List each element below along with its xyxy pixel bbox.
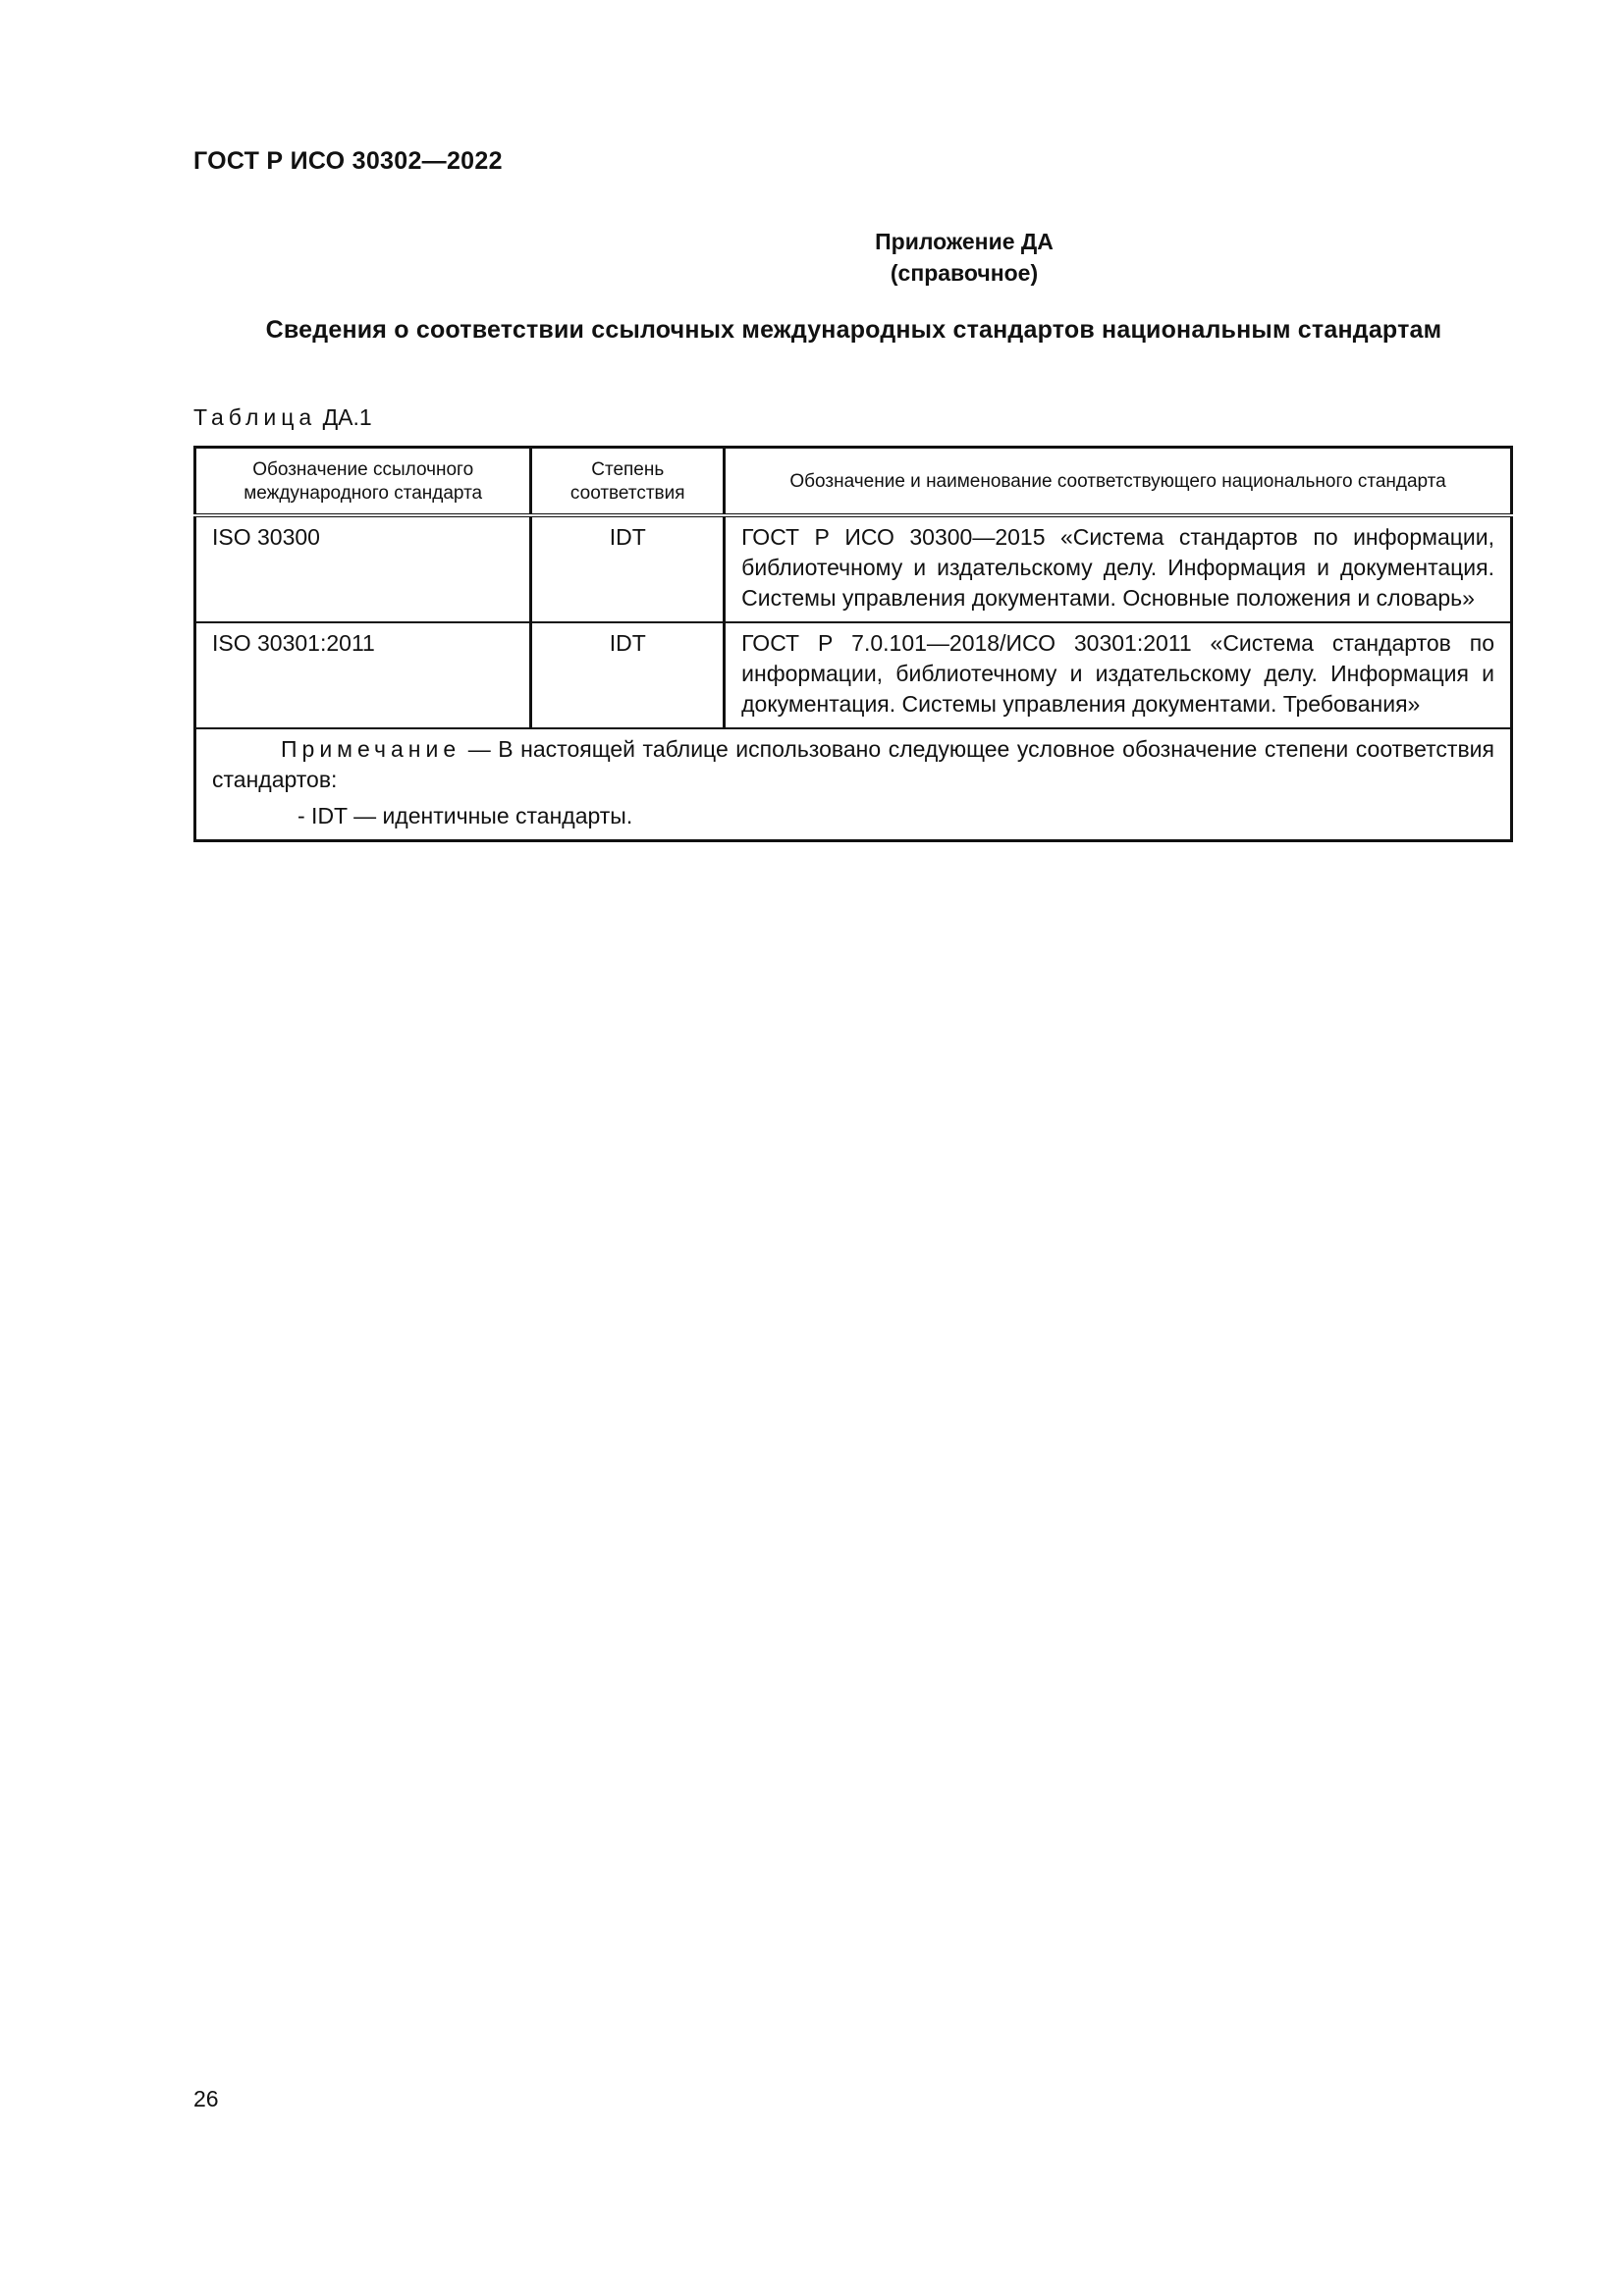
cell-international: ISO 30301:2011 xyxy=(195,622,531,728)
cell-national: ГОСТ Р 7.0.101—2018/ИСО 30301:2011 «Система стандартов по информации, библиотечному и издательскому делу. Информация и документация. Системы управления документами. Требования» xyxy=(725,622,1512,728)
table-caption-number: ДА.1 xyxy=(322,404,372,430)
table-note xyxy=(195,728,1512,841)
correspondence-table xyxy=(193,446,1513,842)
cell-degree: IDT xyxy=(531,515,725,622)
table-note-row xyxy=(195,728,1512,841)
document-header: ГОСТ Р ИСО 30302—2022 xyxy=(193,147,503,175)
table-header-row xyxy=(195,448,1512,516)
cell-national: ГОСТ Р ИСО 30300—2015 «Система стандартов по информации, библиотечному и издательскому делу. Информация и документация. Системы управления документами. Основные положения и словарь» xyxy=(725,515,1512,622)
table-caption-label: Таблица xyxy=(193,404,317,430)
note-list-item: - IDT — идентичные стандарты. xyxy=(298,803,633,828)
table-row xyxy=(195,515,1512,622)
note-text-block xyxy=(212,734,1494,795)
annex-heading xyxy=(0,226,1624,289)
table-row xyxy=(195,622,1512,728)
section-title: Сведения о соответствии ссылочных международных стандартов национальным стандартам xyxy=(265,316,1442,344)
note-label: Примечание xyxy=(281,736,461,762)
cell-international: ISO 30300 xyxy=(195,515,531,622)
column-header-degree: Степень соответствия xyxy=(531,448,725,516)
column-header-international: Обозначение ссылочного международного стандарта xyxy=(195,448,531,516)
annex-subtitle: (справочное) xyxy=(890,260,1039,286)
page-number: 26 xyxy=(193,2086,219,2111)
column-header-national: Обозначение и наименование соответствующего национального стандарта xyxy=(725,448,1512,516)
note-text: — В настоящей таблице использовано следующее условное обозначение степени соответствия стандартов: xyxy=(212,736,1494,792)
annex-title: Приложение ДА xyxy=(875,229,1054,254)
cell-degree: IDT xyxy=(531,622,725,728)
table-caption xyxy=(193,404,372,431)
